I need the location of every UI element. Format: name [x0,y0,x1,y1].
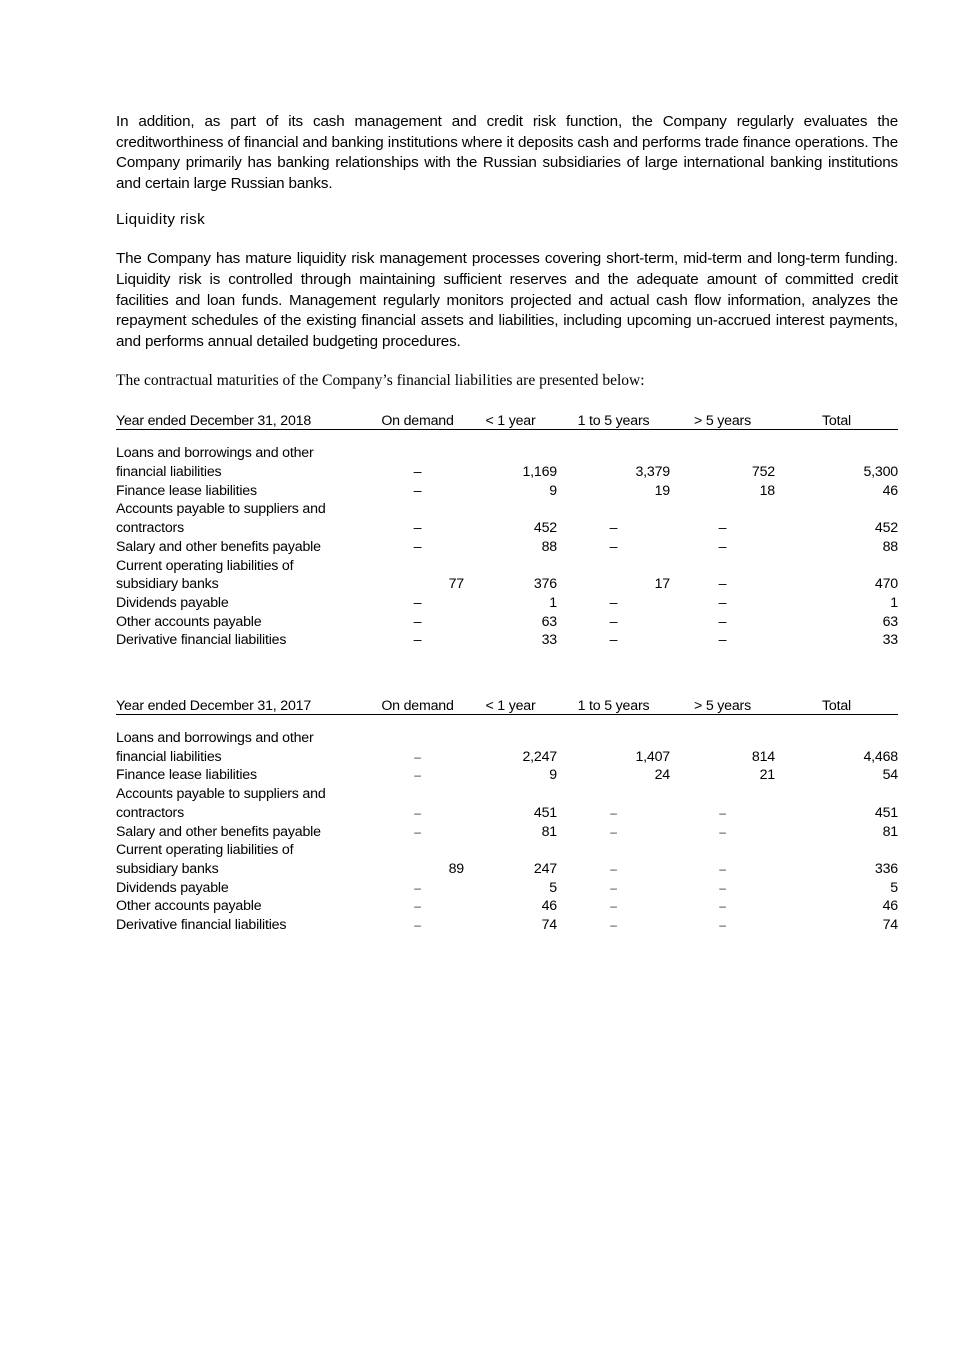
cell-value: 470 [874,576,898,593]
cell-value: 3,379 [635,464,670,481]
table-row [116,631,898,650]
cell-value: 17 [654,576,670,593]
maturity-table-2018 [116,410,898,650]
row-label: Other accounts payable [116,898,262,915]
table-row [116,463,898,482]
table-cell [557,860,670,879]
cell-value: 88 [882,538,898,555]
table-cell [775,575,898,594]
cell-value: 1 [890,594,898,611]
cell-value: – [610,918,617,933]
maturity-table-2017 [116,695,898,935]
table-row [116,613,898,632]
cell-value: 24 [654,767,670,784]
table-row [116,860,898,879]
table-cell [557,631,670,650]
table-cell [775,804,898,823]
table-cell [670,766,775,785]
cell-value: – [414,768,421,783]
cell-value: 89 [448,861,464,877]
table-cell [464,575,557,594]
table-cell [371,463,464,482]
cell-value: 1,407 [635,748,670,765]
row-label: Other accounts payable [116,613,262,630]
row-label: contractors [116,804,184,821]
table-cell [670,748,775,767]
table-row [116,766,898,785]
cell-value: – [609,538,618,555]
cell-value: – [719,899,726,914]
table-row [116,594,898,613]
cell-value: 21 [759,767,775,784]
cell-value: – [718,594,727,611]
table-cell [557,916,670,935]
table-cell [464,613,557,632]
row-label: subsidiary banks [116,576,219,593]
table-row [116,748,898,767]
table-row [116,538,898,557]
table-cell [464,766,557,785]
table-cell [670,916,775,935]
column-header: < 1 year [464,695,557,715]
liquidity-risk-heading: Liquidity risk [116,211,206,229]
table-cell [670,823,775,842]
cell-value: – [610,805,617,820]
table-cell [371,538,464,557]
table-body [116,715,898,935]
table-cell [775,879,898,898]
cell-value: 247 [533,861,557,877]
cell-value: – [413,613,422,630]
cell-value: 77 [448,576,464,593]
table-cell [371,879,464,898]
row-label: Dividends payable [116,594,229,611]
column-header: Year ended December 31, 2017 [116,695,371,715]
table-header-row [116,410,898,430]
table-cell [775,538,898,557]
table-cell [670,463,775,482]
table-cell [557,879,670,898]
cell-value: – [719,862,726,876]
table-body [116,430,898,650]
cell-value: – [414,899,421,914]
table-cell [371,519,464,538]
table-cell [670,594,775,613]
table-cell [371,631,464,650]
document-page [116,112,898,935]
table-cell [670,538,775,557]
cell-value: 74 [541,917,557,934]
table-row [116,879,898,898]
table-cell [557,519,670,538]
liquidity-risk-paragraph: The Company has mature liquidity risk management processes covering short-term, mid-term and long-term funding. Liquidity risk is controlled through maintaining sufficient reserves and the adequate amount of committed credit facilities and loan funds. Management regularly monitors projected and actual cash flow information, analyzes the repayment schedules of the existing financial assets and liabilities, including upcoming un-accrued interest payments, and performs annual detailed budgeting procedures. [116,250,898,350]
table-cell [557,613,670,632]
cell-value: 18 [759,482,775,499]
row-label: Finance lease liabilities [116,767,257,784]
row-label: Accounts payable to suppliers and [116,786,326,803]
table-cell [464,879,557,898]
table-cell [557,463,670,482]
table-cell [371,575,464,594]
table-row [116,804,898,823]
table-cell [464,519,557,538]
cell-value: – [610,899,617,914]
cell-value: 5 [890,879,898,896]
table-cell [557,748,670,767]
row-label: subsidiary banks [116,861,219,877]
cell-value: – [413,632,422,649]
cell-value: – [413,594,422,611]
table-cell [775,748,898,767]
cell-value: 1 [549,594,557,611]
cell-value: – [414,749,421,764]
cell-value: – [718,538,727,555]
cell-value: 46 [882,482,898,499]
cell-value: – [719,918,726,933]
table-cell [464,482,557,501]
table-cell [371,613,464,632]
row-label: Dividends payable [116,879,229,896]
table-cell [775,897,898,916]
table-cell [464,804,557,823]
cell-value: 54 [882,767,898,784]
table-row [116,729,898,748]
table-row [116,482,898,501]
cell-value: – [414,918,421,933]
table-cell [464,823,557,842]
cell-value: – [718,520,727,537]
cell-value: 74 [882,917,898,934]
row-label: Derivative financial liabilities [116,632,287,649]
table-cell [371,766,464,785]
table-cell [670,575,775,594]
table-cell [557,804,670,823]
table-cell [557,594,670,613]
column-header: 1 to 5 years [557,695,670,715]
table-header-row [116,695,898,715]
table-cell [371,482,464,501]
cell-value: – [719,824,726,839]
cell-value: – [718,576,727,593]
table-cell [464,916,557,935]
table-cell [557,482,670,501]
table-cell [775,594,898,613]
table-cell [670,879,775,898]
column-header: On demand [371,695,464,715]
table-row [116,785,898,804]
table-cell [464,631,557,650]
column-header: > 5 years [670,695,775,715]
row-label: Current operating liabilities of [116,842,294,859]
cell-value: 81 [882,823,898,840]
table-cell [775,766,898,785]
table-cell [775,860,898,879]
table-cell [775,482,898,501]
table-row [116,575,898,594]
column-header: Total [775,695,898,715]
table-cell [670,631,775,650]
table-cell [464,538,557,557]
cell-value: 814 [751,748,775,765]
cell-value: 46 [541,898,557,915]
cell-value: – [610,880,617,895]
row-label: Finance lease liabilities [116,482,257,499]
table-cell [557,823,670,842]
cell-value: – [719,880,726,895]
table-row [116,519,898,538]
table-cell [670,519,775,538]
cell-value: 63 [882,613,898,630]
table-cell [670,804,775,823]
table-cell [557,538,670,557]
table-cell [775,916,898,935]
table-cell [670,897,775,916]
row-label: Salary and other benefits payable [116,823,321,840]
cell-value: 63 [541,613,557,630]
cell-value: – [413,520,422,537]
cell-value: 336 [874,861,898,877]
table-cell [670,482,775,501]
table-cell [371,897,464,916]
cell-value: – [609,520,618,537]
cell-value: 9 [549,482,557,499]
column-header: On demand [371,410,464,430]
cell-value: 752 [751,464,775,481]
table-cell [775,519,898,538]
cell-value: 81 [541,823,557,840]
table-cell [464,594,557,613]
column-header: 1 to 5 years [557,410,670,430]
table-cell [775,613,898,632]
credit-risk-paragraph: In addition, as part of its cash management and credit risk function, the Company regularly evaluates the creditworthiness of financial and banking institutions where it deposits cash and performs trade finance operations. The Company primarily has banking relationships with the Russian subsidiaries of large international banking institutions and certain large Russian banks. [116,113,898,192]
cell-value: – [413,482,422,499]
cell-value: 9 [549,767,557,784]
row-label: Current operating liabilities of [116,557,294,574]
cell-value: 452 [874,520,898,537]
cell-value: – [414,805,421,820]
cell-value: 452 [533,520,557,537]
maturities-intro: The contractual maturities of the Company’s financial liabilities are presented below: [116,372,645,390]
cell-value: 5 [549,879,557,896]
table-row [116,823,898,842]
table-cell [464,860,557,879]
cell-value: – [609,613,618,630]
table-row [116,557,898,576]
column-header: > 5 years [670,410,775,430]
column-header: < 1 year [464,410,557,430]
cell-value: 46 [882,898,898,915]
cell-value: 376 [533,576,557,593]
table-cell [371,804,464,823]
table-row [116,897,898,916]
row-label: financial liabilities [116,464,222,481]
row-label: Loans and borrowings and other [116,730,314,747]
table-cell [464,463,557,482]
column-header: Total [775,410,898,430]
table-cell [557,897,670,916]
table-cell [557,575,670,594]
cell-value: – [413,464,422,481]
table-cell [670,613,775,632]
cell-value: – [609,594,618,611]
column-header: Year ended December 31, 2018 [116,410,371,430]
cell-value: – [610,862,617,876]
cell-value: 2,247 [522,748,557,765]
cell-value: 33 [541,632,557,649]
cell-value: 4,468 [863,748,898,765]
cell-value: 1,169 [522,464,557,481]
table-cell [371,594,464,613]
cell-value: – [610,824,617,839]
table-row [116,916,898,935]
cell-value: 33 [882,632,898,649]
row-label: Accounts payable to suppliers and [116,501,326,518]
table-row [116,500,898,519]
row-label: financial liabilities [116,748,222,765]
cell-value: 88 [541,538,557,555]
cell-value: – [718,613,727,630]
row-label: Salary and other benefits payable [116,538,321,555]
table-cell [775,823,898,842]
table-cell [371,916,464,935]
table-cell [557,766,670,785]
cell-value: 19 [654,482,670,499]
table-row [116,841,898,860]
table-cell [464,748,557,767]
row-label: Derivative financial liabilities [116,917,287,934]
table-cell [371,823,464,842]
table-row [116,444,898,463]
cell-value: – [719,805,726,820]
table-cell [775,463,898,482]
table-cell [464,897,557,916]
row-label: contractors [116,520,184,537]
table-cell [775,631,898,650]
cell-value: – [609,632,618,649]
row-label: Loans and borrowings and other [116,445,314,462]
cell-value: – [414,824,421,839]
table-cell [371,860,464,879]
cell-value: – [413,538,422,555]
cell-value: – [414,880,421,895]
cell-value: 451 [533,804,557,821]
table-cell [371,748,464,767]
cell-value: 451 [874,804,898,821]
cell-value: 5,300 [863,464,898,481]
cell-value: – [718,632,727,649]
table-cell [670,860,775,879]
